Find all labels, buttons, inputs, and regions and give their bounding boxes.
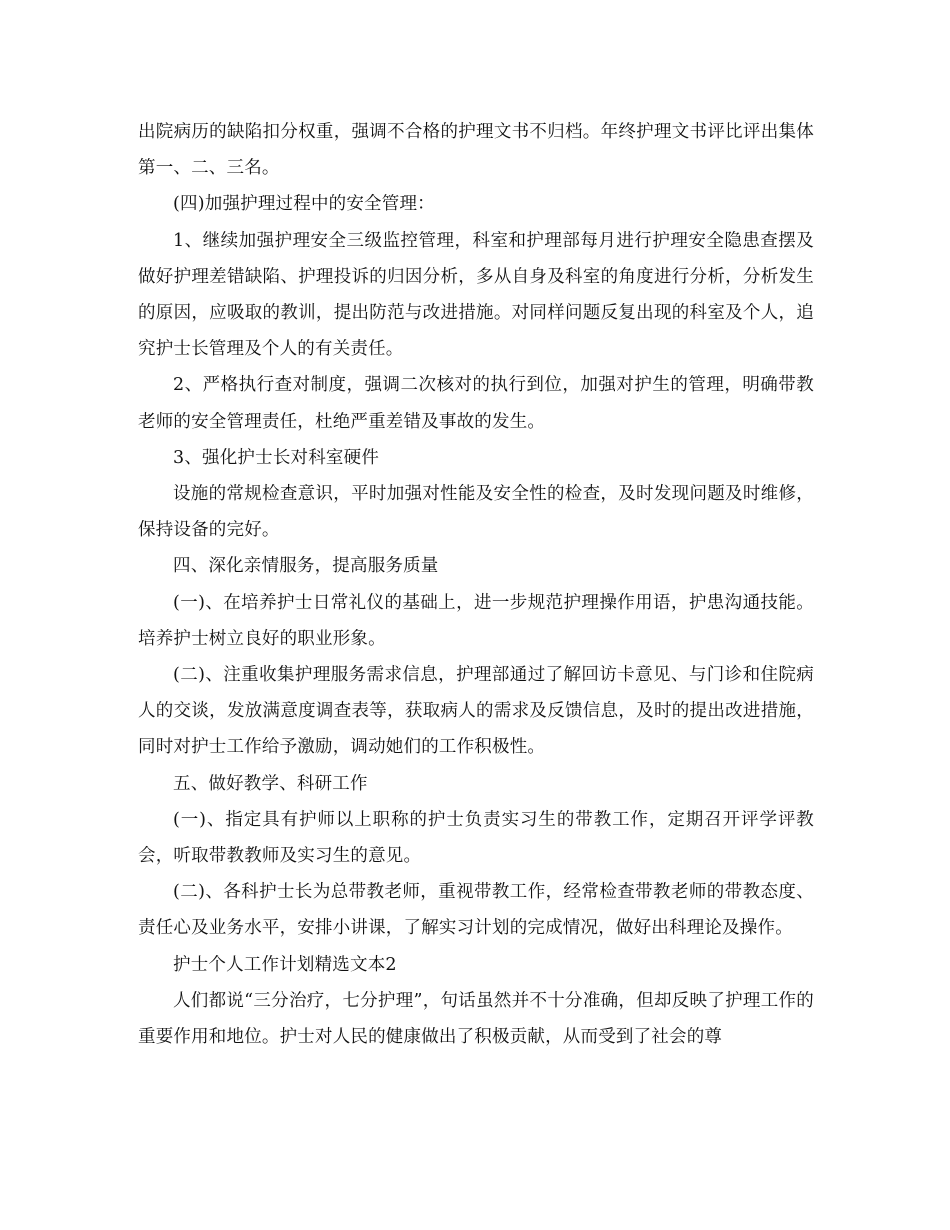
paragraph: (一)、在培养护士日常礼仪的基础上，进一步规范护理操作用语，护患沟通技能。培养护士树立良好的职业形象。 [138, 592, 814, 649]
section-heading: 四、深化亲情服务，提高服务质量 [173, 556, 439, 577]
document-body [138, 114, 814, 1055]
paragraph: 2、严格执行查对制度，强调二次核对的执行到位，加强对护生的管理，明确带教老师的安全管理责任，杜绝严重差错及事故的发生。 [138, 375, 814, 432]
paragraph: 人们都说“三分治疗，七分护理”，句话虽然并不十分准确，但却反映了护理工作的重要作用和地位。护士对人民的健康做出了积极贡献，从而受到了社会的尊 [138, 990, 814, 1048]
paragraph: 3、强化护士长对科室硬件 [173, 447, 380, 468]
paragraph: (二)、各科护士长为总带教老师，重视带教工作，经常检查带教老师的带教态度、责任心及业务水平，安排小讲课，了解实习计划的完成情况，做好出科理论及操作。 [138, 882, 814, 939]
section-heading: 五、做好教学、科研工作 [173, 773, 368, 794]
paragraph: 出院病历的缺陷扣分权重，强调不合格的护理文书不归档。年终护理文书评比评出集体第一、二、三名。 [138, 122, 814, 179]
paragraph: (二)、注重收集护理服务需求信息，护理部通过了解回访卡意见、与门诊和住院病人的交谈，发放满意度调查表等，获取病人的需求及反馈信息，及时的提出改进措施，同时对护士工作给予激励，调动她们的工作积极性。 [138, 665, 814, 758]
paragraph: 1、继续加强护理安全三级监控管理，科室和护理部每月进行护理安全隐患查摆及做好护理差错缺陷、护理投诉的归因分析，多从自身及科室的角度进行分析，分析发生的原因，应吸取的教训，提出防范与改进措施。对同样问题反复出现的科室及个人，追究护士长管理及个人的有关责任。 [138, 230, 814, 360]
document-title: 护士个人工作计划精选文本2 [173, 954, 397, 975]
paragraph: 设施的常规检查意识，平时加强对性能及安全性的检查，及时发现问题及时维修，保持设备的完好。 [138, 484, 814, 541]
paragraph: (一)、指定具有护师以上职称的护士负责实习生的带教工作，定期召开评学评教会，听取带教教师及实习生的意见。 [138, 809, 814, 867]
section-heading: (四)加强护理过程中的安全管理： [173, 194, 435, 215]
